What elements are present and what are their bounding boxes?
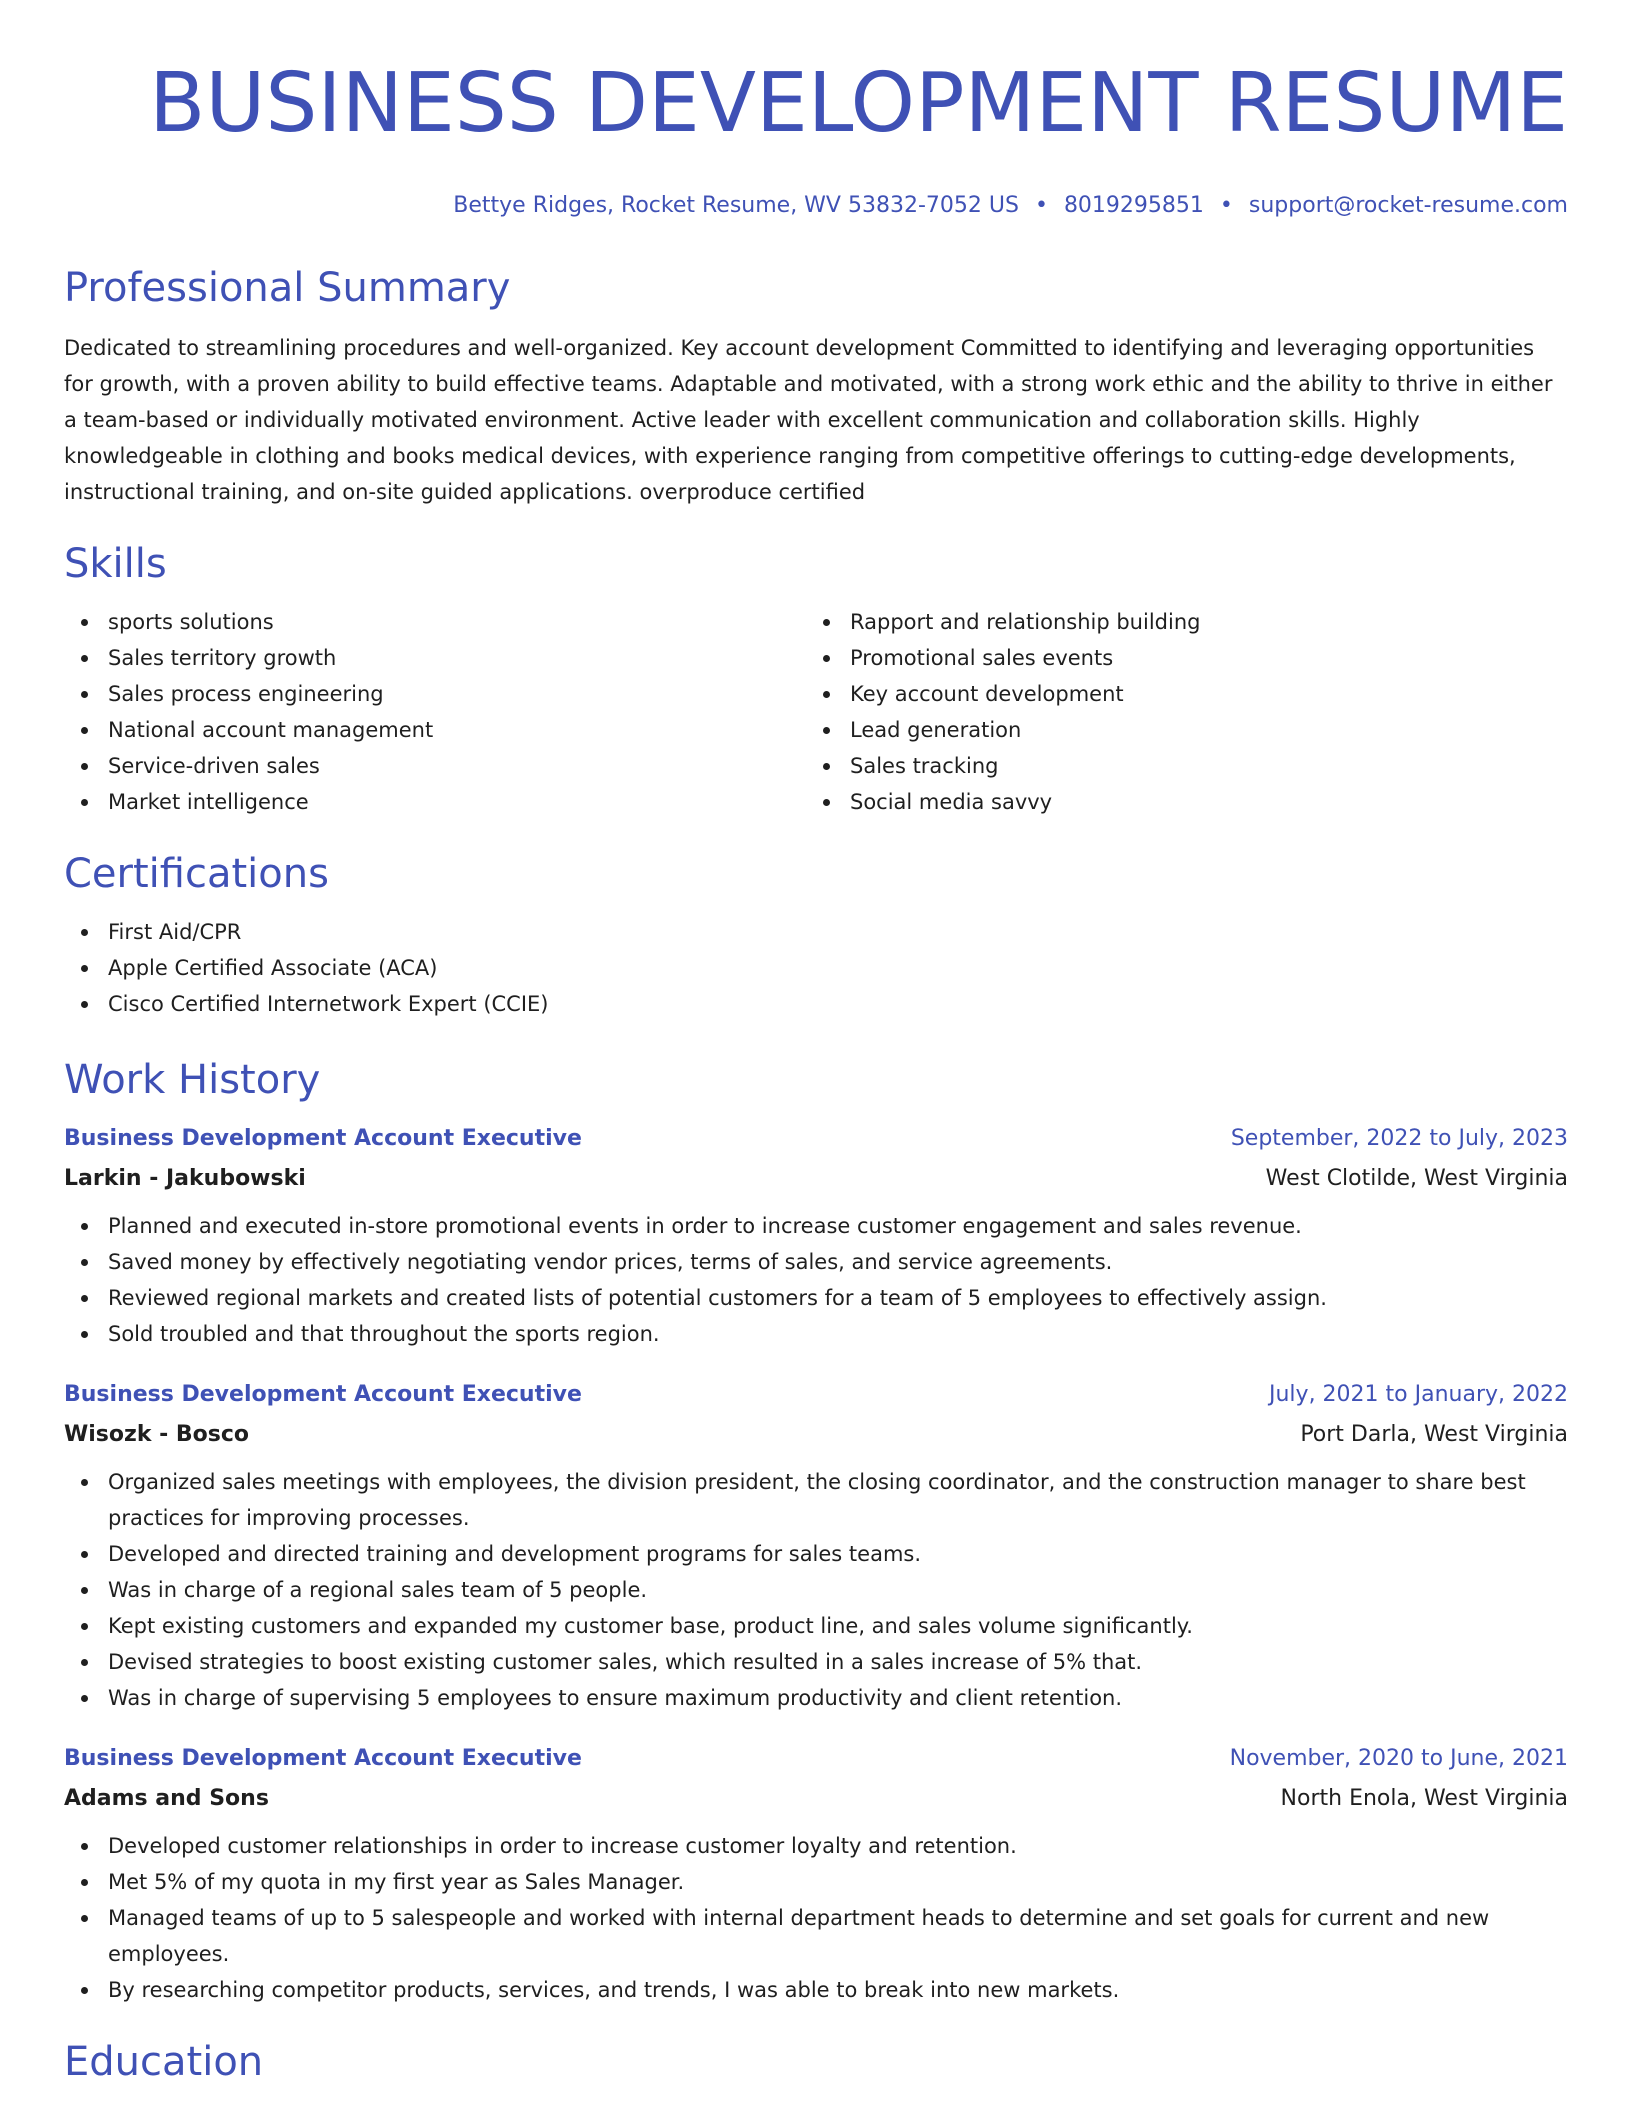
section-heading-certifications: Certifications bbox=[64, 851, 329, 897]
section-heading-education: Education bbox=[64, 2039, 264, 2085]
job-bullet: By researching competitor products, services, and trends, I was able to break into new markets. bbox=[64, 1972, 1568, 2008]
job-dates: September, 2022 to July, 2023 bbox=[1230, 1126, 1568, 1151]
job-bullet: Sold troubled and that throughout the sports region. bbox=[64, 1316, 1568, 1352]
job-bullet: Met 5% of my quota in my first year as Sales Manager. bbox=[64, 1864, 1568, 1900]
job-company: Adams and Sons bbox=[64, 1786, 269, 1811]
summary-text: Dedicated to streamlining procedures and well-organized. Key account development Committed to identifying and leveraging opportunities for growth, with a proven ability to build effective teams. Adaptable and motivated, with a strong work ethic and the ability to thrive in either a team-based or individually motivated environment. Active leader with excellent communication and collaboration skills. Highly knowledgeable in clothing and books medical devices, with experience ranging from competitive offerings to cutting-edge developments, instructional training, and on-site guided applications. overproduce certified bbox=[64, 336, 1553, 504]
job-bullet: Organized sales meetings with employees, the division president, the closing coordinator, and the construction manager to share best practices for improving processes. bbox=[64, 1464, 1568, 1536]
certification-item: First Aid/CPR bbox=[64, 914, 1568, 950]
job-entry bbox=[64, 1744, 1568, 2008]
job-bullet: Developed and directed training and development programs for sales teams. bbox=[64, 1536, 1568, 1572]
job-title: Business Development Account Executive bbox=[64, 1382, 582, 1407]
contact-separator: • bbox=[1034, 193, 1048, 218]
job-dates: November, 2020 to June, 2021 bbox=[1229, 1746, 1568, 1771]
skill-item: Key account development bbox=[806, 676, 1548, 712]
job-bullet: Was in charge of a regional sales team of 5 people. bbox=[64, 1572, 1568, 1608]
education-section bbox=[64, 2038, 1568, 2086]
contact-line bbox=[64, 192, 1568, 220]
skill-item: Market intelligence bbox=[64, 784, 806, 820]
job-dates: July, 2021 to January, 2022 bbox=[1269, 1382, 1568, 1407]
job-bullet: Developed customer relationships in order to increase customer loyalty and retention. bbox=[64, 1828, 1568, 1864]
job-bullet: Kept existing customers and expanded my customer base, product line, and sales volume significantly. bbox=[64, 1608, 1568, 1644]
job-title: Business Development Account Executive bbox=[64, 1126, 582, 1151]
certifications-section bbox=[64, 850, 1568, 1022]
summary-section bbox=[64, 264, 1568, 510]
job-entry bbox=[64, 1124, 1568, 1352]
resume-title: BUSINESS DEVELOPMENT RESUME bbox=[149, 56, 1568, 151]
job-location: West Clotilde, West Virginia bbox=[1265, 1166, 1568, 1191]
certifications-list bbox=[64, 914, 1568, 1022]
contact-email: support@rocket-resume.com bbox=[1248, 193, 1568, 218]
job-bullet: Devised strategies to boost existing customer sales, which resulted in a sales increase of 5% that. bbox=[64, 1644, 1568, 1680]
job-bullet: Was in charge of supervising 5 employees to ensure maximum productivity and client retention. bbox=[64, 1680, 1568, 1716]
skill-item: Sales territory growth bbox=[64, 640, 806, 676]
skill-item: National account management bbox=[64, 712, 806, 748]
job-title-row bbox=[64, 1124, 1568, 1154]
section-heading-skills: Skills bbox=[64, 541, 167, 587]
job-company-row bbox=[64, 1420, 1568, 1450]
resume-page bbox=[64, 0, 1568, 2086]
skill-item: Lead generation bbox=[806, 712, 1548, 748]
job-bullet: Planned and executed in-store promotional events in order to increase customer engagement and sales revenue. bbox=[64, 1208, 1568, 1244]
contact-address: Bettye Ridges, Rocket Resume, WV 53832-7052 US bbox=[453, 193, 1019, 218]
job-bullets bbox=[64, 1208, 1568, 1352]
skill-item: Rapport and relationship building bbox=[806, 604, 1548, 640]
contact-phone: 8019295851 bbox=[1063, 193, 1204, 218]
job-company: Wisozk - Bosco bbox=[64, 1422, 250, 1447]
skills-list-right bbox=[806, 604, 1548, 820]
section-heading-summary: Professional Summary bbox=[64, 265, 511, 311]
job-company: Larkin - Jakubowski bbox=[64, 1166, 306, 1191]
job-bullet: Saved money by effectively negotiating vendor prices, terms of sales, and service agreements. bbox=[64, 1244, 1568, 1280]
job-bullet: Managed teams of up to 5 salespeople and worked with internal department heads to determine and set goals for current and new employees. bbox=[64, 1900, 1568, 1972]
skill-item: Sales tracking bbox=[806, 748, 1548, 784]
job-bullets bbox=[64, 1828, 1568, 2008]
job-location: Port Darla, West Virginia bbox=[1300, 1422, 1568, 1447]
skill-item: sports solutions bbox=[64, 604, 806, 640]
job-entry bbox=[64, 1380, 1568, 1716]
skills-section bbox=[64, 540, 1568, 820]
job-company-row bbox=[64, 1784, 1568, 1814]
skill-item: Sales process engineering bbox=[64, 676, 806, 712]
skill-item: Promotional sales events bbox=[806, 640, 1548, 676]
job-bullet: Reviewed regional markets and created lists of potential customers for a team of 5 employees to effectively assign. bbox=[64, 1280, 1568, 1316]
skills-list-left bbox=[64, 604, 806, 820]
skill-item: Service-driven sales bbox=[64, 748, 806, 784]
job-location: North Enola, West Virginia bbox=[1280, 1786, 1568, 1811]
contact-separator: • bbox=[1219, 193, 1233, 218]
skill-item: Social media savvy bbox=[806, 784, 1548, 820]
job-title: Business Development Account Executive bbox=[64, 1746, 582, 1771]
section-heading-work-history: Work History bbox=[64, 1057, 321, 1103]
job-title-row bbox=[64, 1380, 1568, 1410]
certification-item: Apple Certified Associate (ACA) bbox=[64, 950, 1568, 986]
job-title-row bbox=[64, 1744, 1568, 1774]
work-history-section bbox=[64, 1056, 1568, 2008]
job-company-row bbox=[64, 1164, 1568, 1194]
certification-item: Cisco Certified Internetwork Expert (CCIE) bbox=[64, 986, 1568, 1022]
job-bullets bbox=[64, 1464, 1568, 1716]
skills-grid bbox=[64, 604, 1568, 820]
